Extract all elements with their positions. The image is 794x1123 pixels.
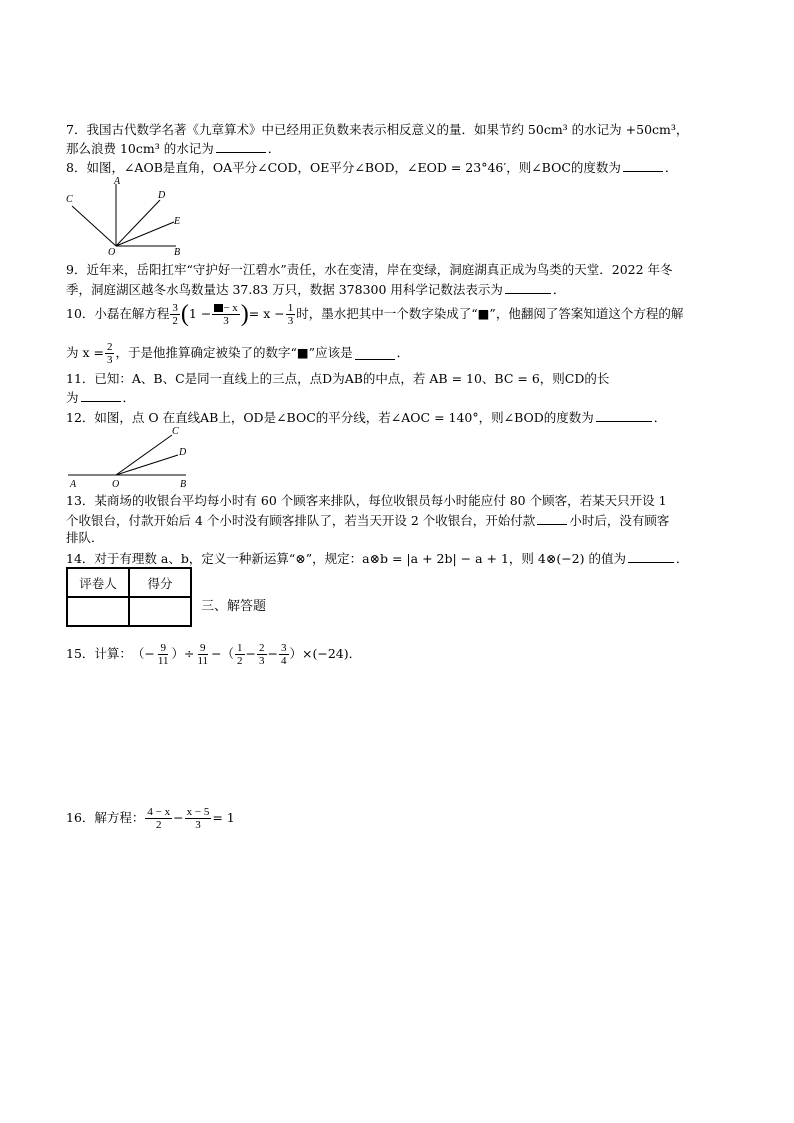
q13-line1: 13．某商场的收银台平均每小时有 60 个顾客来排队，每位收银员每小时能应付 80 个顾客，若某天只开设 1 xyxy=(66,493,667,508)
fraction: $\frac{2}{3}$ xyxy=(106,340,113,366)
q8-angle-figure xyxy=(60,176,190,256)
q8-text: 8．如图，∠AOB是直角，OA平分∠COD，OE平分∠BOD，∠EOD = 23°46′，则∠BOC的度数为 ． xyxy=(66,160,678,175)
q12-text: 12．如图，点 O 在直线AB上，OD是∠BOC的平分线，若∠AOC = 140°，则∠BOD的度数为 ． xyxy=(66,410,667,425)
score-table xyxy=(66,567,192,627)
answer-blank[interactable] xyxy=(216,140,266,153)
q11-line1: 11．已知：A、B、C是同一直线上的三点，点D为AB的中点，若 AB = 10、BC = 6，则CD的长 xyxy=(66,371,610,386)
label-A: A xyxy=(114,176,121,187)
q13-line2: 个收银台，付款开始后 4 个小时没有顾客排队了，若当天开设 2 个收银台，开始付款 小时后，没有顾客 xyxy=(66,513,670,528)
q13-line3: 排队． xyxy=(66,530,104,545)
stained-fraction: $\frac{- x}{3}$ xyxy=(212,302,239,327)
label-D: D xyxy=(179,447,187,458)
fraction: $\frac{1}{2}$ xyxy=(237,641,243,667)
q15-expression: 15．计算： （− $\frac{9}{11}$ ）÷ $\frac{9}{11}$ −（ $\frac{1}{2}$ − $\frac{2}{3}$ − $\frac{3}{4}$ ）×(−24)． xyxy=(66,641,362,667)
fraction: $\frac{3}{4}$ xyxy=(281,641,287,667)
label-O: O xyxy=(108,247,116,256)
label-B: B xyxy=(180,479,187,489)
q9-line1: 9．近年来，岳阳扛牢“守护好一江碧水”责任，水在变清，岸在变绿，洞庭湖真正成为鸟类的天堂．2022 年冬 xyxy=(66,262,673,277)
score-header: 得分 xyxy=(129,568,191,597)
answer-blank[interactable] xyxy=(596,409,652,422)
label-C: C xyxy=(172,426,179,437)
q14-text: 14．对于有理数 a、b，定义一种新运算“⊗”，规定：a⊗b = |a + 2b| − a + 1，则 4⊗(−2) 的值为 ． xyxy=(66,551,689,566)
q10-line1: 10．小磊在解方程 $\frac{3}{2}$ ( 1 − $\frac{- x}{3}$ ) = x − $\frac{1}{3}$ 时，墨水把其中一个数字染成了“■”，他翻阅了答案知道这个方程的解 xyxy=(66,301,684,327)
label-O: O xyxy=(112,479,120,489)
q7-text: 那么浪费 10cm³ 的水记为 xyxy=(66,141,214,156)
left-paren: ( xyxy=(180,301,189,327)
answer-blank[interactable] xyxy=(505,281,551,294)
label-A: A xyxy=(70,479,77,489)
q12-line-figure xyxy=(62,425,192,489)
ray-OD xyxy=(116,455,178,475)
answer-blank[interactable] xyxy=(81,389,121,402)
ink-stain xyxy=(214,304,223,312)
label-E: E xyxy=(174,216,181,227)
label-B: B xyxy=(174,247,181,256)
label-D: D xyxy=(158,190,166,201)
ray-OC xyxy=(116,435,172,475)
label-C: C xyxy=(66,194,73,205)
ray-OD xyxy=(116,200,160,246)
ray-OE xyxy=(116,222,174,246)
score-cell[interactable] xyxy=(129,597,191,626)
fraction: $\frac{4 - x}{2}$ xyxy=(147,805,171,831)
q16-equation: 16．解方程： $\frac{4 - x}{2}$ − $\frac{x - 5}{3}$ = 1 xyxy=(66,805,235,831)
fraction: $\frac{3}{2}$ xyxy=(172,301,178,327)
fraction: $\frac{x - 5}{3}$ xyxy=(186,805,210,831)
answer-blank[interactable] xyxy=(623,159,663,172)
fraction: $\frac{1}{3}$ xyxy=(287,301,294,327)
q7-line1: 7．我国古代数学名著《九章算术》中已经用正负数来表示相反意义的量．如果节约 50cm³ 的水记为 +50cm³， xyxy=(66,122,689,137)
q9-line2: 季，洞庭湖区越冬水鸟数量达 37.83 万只，数据 378300 用科学记数法表示为 ． xyxy=(66,282,566,297)
grader-cell[interactable] xyxy=(67,597,129,626)
answer-blank[interactable] xyxy=(628,550,674,563)
answer-blank[interactable] xyxy=(537,512,567,525)
fraction: $\frac{2}{3}$ xyxy=(259,641,265,667)
q10-line2: 为 x = $\frac{2}{3}$ ，于是他推算确定被染了的数字“■”应该是 ． xyxy=(66,340,410,366)
answer-blank[interactable] xyxy=(355,347,395,360)
ray-OC xyxy=(72,206,116,246)
section-title: 三、解答题 xyxy=(201,599,267,614)
fraction: $\frac{9}{11}$ xyxy=(157,641,169,667)
fraction: $\frac{9}{11}$ xyxy=(197,641,209,667)
right-paren: ) xyxy=(240,301,249,327)
q7-line2: 那么浪费 10cm³ 的水记为 ． xyxy=(66,141,281,156)
q11-line2: 为 ． xyxy=(66,390,136,405)
grader-header: 评卷人 xyxy=(67,568,129,597)
